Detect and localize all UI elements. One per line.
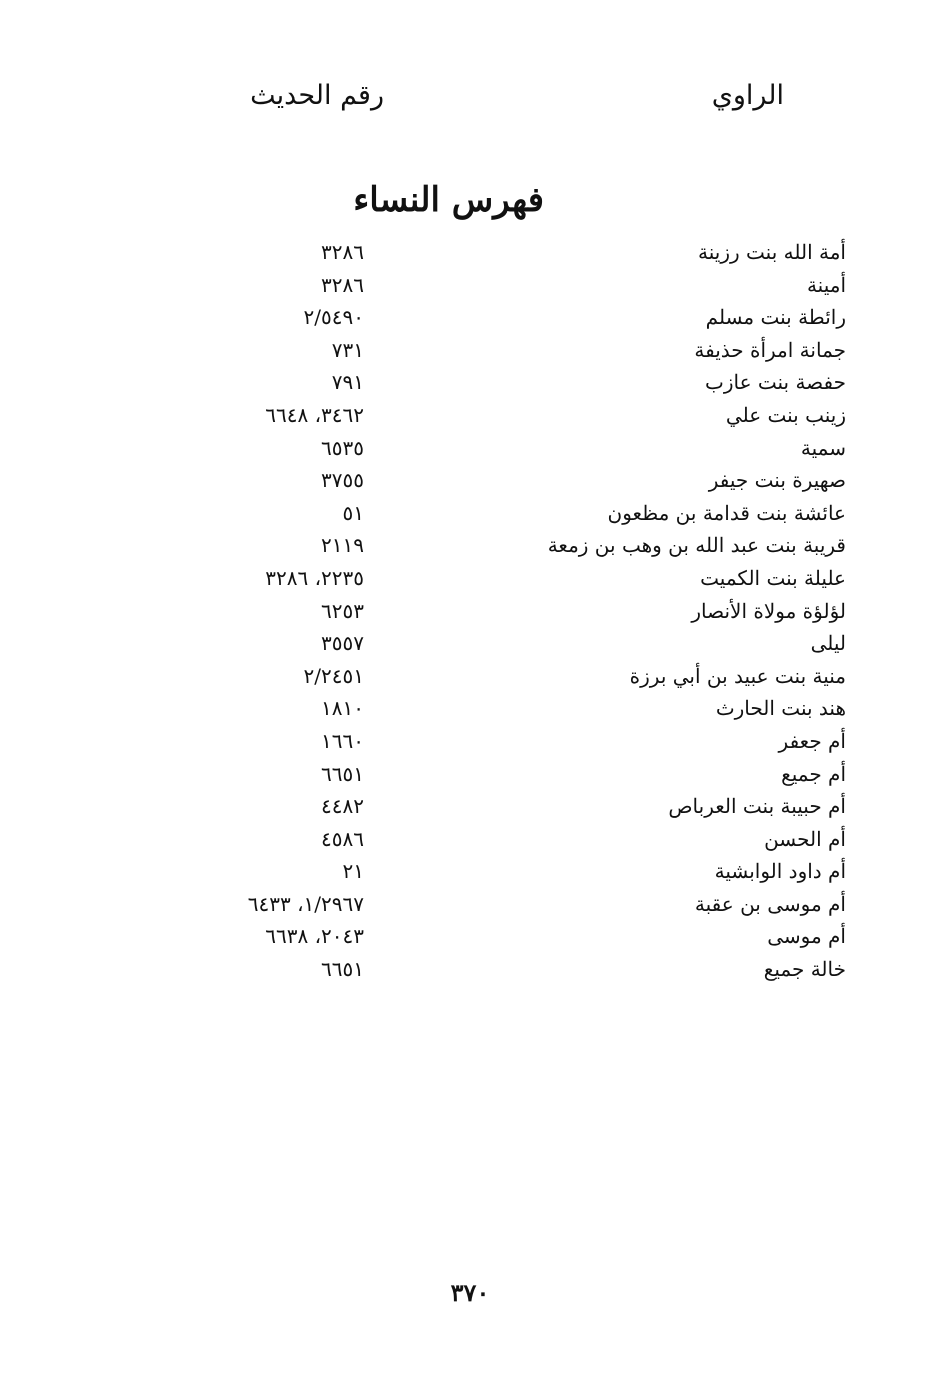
narrator-name: ليلى — [810, 631, 846, 656]
index-entry — [0, 725, 940, 758]
hadith-number: ٧٣١ — [331, 337, 364, 362]
index-entry — [0, 953, 940, 986]
hadith-number: ٦٥٣٥ — [321, 435, 364, 460]
index-entry — [0, 790, 940, 823]
hadith-number: ٥١ — [342, 500, 364, 525]
narrator-name: أمينة — [806, 272, 846, 297]
index-entry — [0, 497, 940, 530]
index-entry — [0, 758, 940, 791]
hadith-number: ١٦٦٠ — [321, 728, 364, 753]
index-entry — [0, 432, 940, 465]
narrator-name: سمية — [800, 435, 846, 460]
hadith-number: ٣٥٥٧ — [321, 631, 364, 656]
narrator-name: جمانة امرأة حذيفة — [694, 337, 846, 362]
hadith-number: ١٨١٠ — [321, 696, 364, 721]
index-entry — [0, 920, 940, 953]
index-entry — [0, 595, 940, 628]
narrator-name: قريبة بنت عبد الله بن وهب بن زمعة — [547, 533, 846, 558]
narrator-name: زينب بنت علي — [725, 402, 846, 427]
hadith-number: ٣٢٨٦ — [321, 272, 364, 297]
hadith-number: ٦٦٥١ — [321, 957, 364, 982]
narrator-name: أم داود الوابشية — [714, 859, 846, 884]
index-entry — [0, 692, 940, 725]
index-entry — [0, 366, 940, 399]
narrator-name: رائطة بنت مسلم — [705, 305, 846, 330]
hadith-number: ٢/٥٤٩٠ — [303, 305, 364, 330]
index-entry — [0, 334, 940, 367]
index-entry — [0, 562, 940, 595]
index-entry — [0, 529, 940, 562]
hadith-number: ٢/٢٤٥١ — [303, 663, 364, 688]
hadith-number-column-header: رقم الحديث — [250, 80, 384, 111]
index-entry — [0, 399, 940, 432]
index-entry — [0, 888, 940, 921]
hadith-number: ٦٢٥٣ — [321, 598, 364, 623]
section-title: فهرس النساء — [353, 180, 544, 220]
index-entry — [0, 464, 940, 497]
narrator-column-header: الراوي — [711, 80, 784, 111]
index-entry — [0, 301, 940, 334]
narrator-name: أم موسى — [767, 924, 846, 949]
hadith-number: ٢٢٣٥، ٣٢٨٦ — [265, 565, 364, 590]
narrator-name: أم حبيبة بنت العرباص — [668, 794, 846, 819]
hadith-number: ٢٠٤٣، ٦٦٣٨ — [265, 924, 364, 949]
hadith-number: ٣٢٨٦ — [321, 240, 364, 264]
index-entry — [0, 627, 940, 660]
hadith-number: ٣٤٦٢، ٦٦٤٨ — [265, 402, 364, 427]
hadith-number: ٢١ — [342, 859, 364, 884]
narrator-name: عائشة بنت قدامة بن مظعون — [607, 500, 846, 525]
hadith-number: ٦٦٥١ — [321, 761, 364, 786]
narrator-name: أمة الله بنت رزينة — [698, 240, 846, 264]
narrator-name: أم جميع — [781, 761, 846, 786]
narrator-name: خالة جميع — [763, 957, 846, 982]
index-entry — [0, 236, 940, 269]
index-entry — [0, 660, 940, 693]
narrator-name: هند بنت الحارث — [715, 696, 846, 721]
hadith-number: ١/٢٩٦٧، ٦٤٣٣ — [247, 891, 364, 916]
narrator-name: صهيرة بنت جيفر — [708, 468, 846, 493]
index-entry — [0, 269, 940, 302]
page-number: ٣٧٠ — [450, 1278, 490, 1307]
hadith-number: ٣٧٥٥ — [321, 468, 364, 493]
index-entry — [0, 855, 940, 888]
narrator-name: أم موسى بن عقبة — [694, 891, 846, 916]
women-index-list — [0, 236, 940, 986]
narrator-name: منية بنت عبيد بن أبي برزة — [629, 663, 846, 688]
hadith-number: ٢١١٩ — [321, 533, 364, 558]
hadith-number: ٤٥٨٦ — [321, 826, 364, 851]
narrator-name: لؤلؤة مولاة الأنصار — [691, 598, 846, 623]
narrator-name: حفصة بنت عازب — [704, 370, 846, 395]
narrator-name: أم الحسن — [764, 826, 846, 851]
index-entry — [0, 823, 940, 856]
hadith-number: ٤٤٨٢ — [321, 794, 364, 819]
hadith-number: ٧٩١ — [331, 370, 364, 395]
narrator-name: أم جعفر — [778, 728, 846, 753]
narrator-name: عليلة بنت الكميت — [700, 565, 846, 590]
